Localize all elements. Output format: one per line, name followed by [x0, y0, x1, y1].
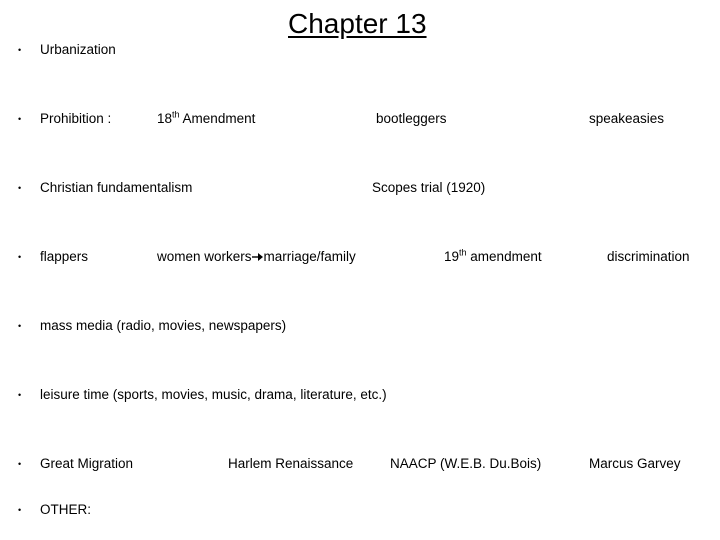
term-scopes-trial: Scopes trial (1920): [372, 180, 486, 195]
term-19th-amendment: 19th amendment: [444, 247, 542, 264]
bullet-row-prohibition: [0, 109, 720, 129]
topic-other: OTHER:: [40, 502, 92, 517]
bullet-row-great-migration: [0, 454, 720, 474]
topic-prohibition: Prohibition :: [40, 111, 112, 126]
bullet-dot: •: [18, 114, 22, 124]
page-title: Chapter 13: [288, 8, 427, 39]
bullet-row-fundamentalism: [0, 178, 720, 198]
term-harlem-renaissance: Harlem Renaissance: [228, 456, 354, 471]
bullet-row-mass-media: [0, 316, 720, 336]
term-18th-amendment: 18th Amendment: [157, 109, 256, 126]
topic-great-migration: Great Migration: [40, 456, 134, 471]
bullet-dot: •: [18, 321, 22, 331]
bullet-dot: •: [18, 459, 22, 469]
topic-flappers: flappers: [40, 249, 89, 264]
bullet-dot: •: [18, 183, 22, 193]
bullet-row-flappers: [0, 247, 720, 267]
term-women-workers: women workers marriage/family: [157, 249, 356, 264]
bullet-row-leisure: [0, 385, 720, 405]
term-speakeasies: speakeasies: [589, 111, 665, 126]
bullet-row-other: [0, 500, 720, 520]
term-discrimination: discrimination: [607, 249, 690, 264]
term-bootleggers: bootleggers: [376, 111, 447, 126]
bullet-row-urbanization: [0, 40, 720, 60]
topic-leisure-time: leisure time (sports, movies, music, drama, literature, etc.): [40, 387, 387, 402]
topic-urbanization: Urbanization: [40, 42, 116, 57]
topic-christian-fundamentalism: Christian fundamentalism: [40, 180, 193, 195]
topic-mass-media: mass media (radio, movies, newspapers): [40, 318, 287, 333]
bullet-dot: •: [18, 252, 22, 262]
bullet-dot: •: [18, 390, 22, 400]
right-arrow-icon: [252, 252, 264, 262]
bullet-dot: •: [18, 45, 22, 55]
bullet-dot: •: [18, 505, 22, 515]
term-naacp: NAACP (W.E.B. Du.Bois): [390, 456, 542, 471]
term-marcus-garvey: Marcus Garvey: [589, 456, 681, 471]
